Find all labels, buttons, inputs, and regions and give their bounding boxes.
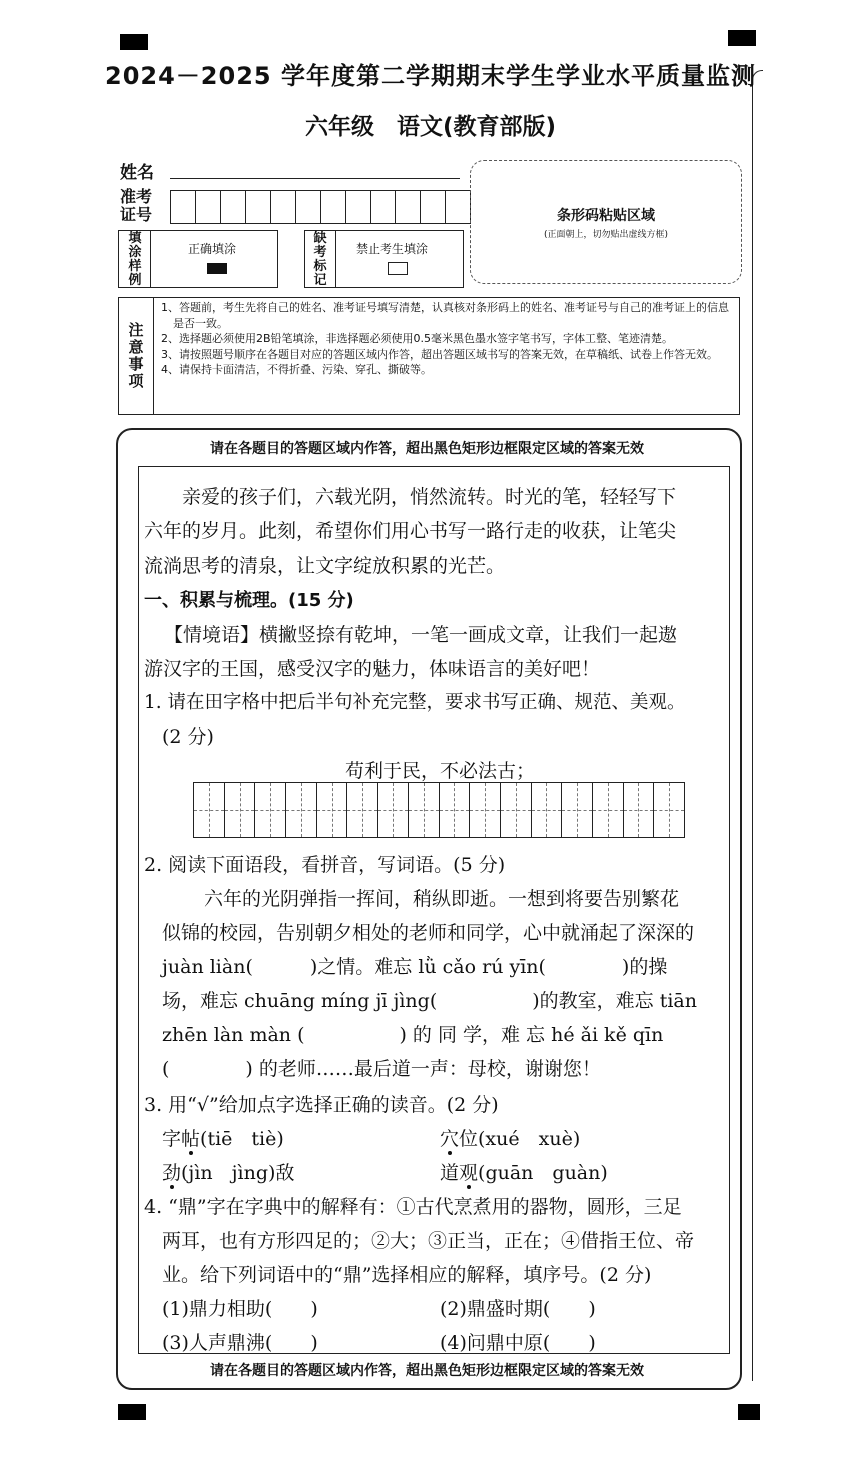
correct-fill-mark	[207, 263, 227, 274]
tianzige-writing-grid[interactable]	[193, 782, 685, 838]
intro-line-1: 亲爱的孩子们，六载光阴，悄然流转。时光的笔，轻轻写下	[182, 486, 677, 508]
q4-option-4: (4)问鼎中原( )	[440, 1332, 596, 1354]
note-item: 4、请保持卡面清洁，不得折叠、污染、穿孔、撕破等。	[161, 363, 432, 376]
q1-prompt: 苟利于民，不必法古；	[345, 760, 536, 782]
context-line-2: 游汉字的王国，感受汉字的魅力，体味语言的美好吧！	[144, 658, 601, 680]
exam-subtitle: 六年级 语文(教育部版)	[304, 114, 557, 140]
name-field[interactable]	[170, 178, 460, 179]
registration-mark-bottom-right	[738, 1404, 760, 1420]
section-1-title: 一、积累与梳理。(15 分)	[144, 590, 354, 611]
q1-line-1: 1. 请在田字格中把后半句补充完整，要求书写正确、规范、美观。	[144, 692, 686, 713]
note-item: 2、选择题必须使用2B铅笔填涂，非选择题必须使用0.5毫米黑色墨水签字笔书写，字体工整、笔迹清楚。	[161, 332, 674, 345]
intro-line-2: 六年的岁月。此刻，希望你们用心书写一路行走的收获，让笔尖	[144, 520, 677, 542]
notes-label: 注意事项	[128, 321, 144, 390]
q2-title: 2. 阅读下面语段，看拼音，写词语。(5 分)	[144, 854, 506, 876]
q3-option-c: 劲(jìn jìng)敌	[162, 1162, 295, 1184]
q4-line-2: 两耳，也有方形四足的；②大；③正当，正在；④借指王位、帝	[162, 1230, 695, 1252]
fill-sample-label: 填涂样例	[128, 231, 142, 288]
exam-title: 2024－2025 学年度第二学期期末学生学业水平质量监测	[105, 62, 756, 90]
context-line-1: 【情境语】横撇竖捺有乾坤，一笔一画成文章，让我们一起遨	[164, 624, 678, 646]
answer-hint-top: 请在各题目的答题区域内作答，超出黑色矩形边框限定区域的答案无效	[210, 441, 644, 457]
registration-mark-top-right	[728, 30, 756, 46]
q3-title: 3. 用“√”给加点字选择正确的读音。(2 分)	[144, 1094, 499, 1116]
q3-option-b: 穴位(xué xuè)	[440, 1128, 581, 1150]
q4-option-3: (3)人声鼎沸( )	[162, 1332, 318, 1354]
note-item: 3、请按照题号顺序在各题目对应的答题区域内作答，超出答题区域书写的答案无效，在草稿纸、试卷上作答无效。	[161, 347, 718, 361]
q3-option-a: 字帖(tiē tiè)	[162, 1128, 284, 1150]
barcode-area	[470, 160, 742, 284]
correct-fill-label: 正确填涂	[188, 242, 237, 256]
q1-line-2: (2 分)	[162, 726, 214, 748]
absent-box	[304, 230, 464, 288]
registration-mark-bottom-left	[118, 1404, 146, 1420]
name-label: 姓名	[120, 163, 154, 183]
q2-line-6: ( ) 的老师……最后道一声：母校，谢谢您！	[162, 1058, 601, 1080]
absent-checkbox[interactable]	[388, 262, 408, 275]
q2-line-2: 似锦的校园，告别朝夕相处的老师和同学，心中就涌起了深深的	[162, 922, 695, 944]
note-item: 1、答题前，考生先将自己的姓名、准考证号填写清楚，认真核对条形码上的姓名、准考证号与自己的准考证上的信息是否一致。	[161, 301, 729, 330]
barcode-note: (正面朝上，切勿贴出虚线方框)	[543, 230, 669, 240]
absent-label: 缺考标记	[313, 231, 327, 288]
barcode-title: 条形码粘贴区域	[557, 208, 655, 224]
page-edge-line	[752, 70, 763, 1381]
q2-line-1: 六年的光阴弹指一挥间，稍纵即逝。一想到将要告别繁花	[204, 888, 680, 910]
q2-line-4: 场，难忘 chuāng míng jī jìng( )的教室，难忘 tiān	[162, 990, 697, 1012]
notes-box	[118, 297, 740, 415]
registration-mark-top-left	[120, 34, 148, 50]
q2-line-5: zhēn làn màn ( ) 的 同 学，难 忘 hé ǎi kě qīn	[162, 1024, 664, 1046]
intro-line-3: 流淌思考的清泉，让文字绽放积累的光芒。	[144, 555, 506, 577]
q4-line-3: 业。给下列词语中的“鼎”选择相应的解释，填序号。(2 分)	[162, 1264, 652, 1286]
q2-line-3: juàn liàn( )之情。难忘 lǜ cǎo rú yīn( )的操	[162, 956, 668, 978]
q4-option-1: (1)鼎力相助( )	[162, 1298, 318, 1320]
q4-option-2: (2)鼎盛时期( )	[440, 1298, 596, 1320]
fill-sample-box	[118, 230, 278, 288]
q4-line-1: 4. “鼎”字在字典中的解释有：①古代烹煮用的器物，圆形，三足	[144, 1196, 682, 1218]
answer-hint-bottom: 请在各题目的答题区域内作答，超出黑色矩形边框限定区域的答案无效	[210, 1363, 644, 1379]
q3-option-d: 道观(guān guàn)	[440, 1162, 608, 1184]
id-label: 准考证号	[120, 187, 153, 224]
absent-note: 禁止考生填涂	[356, 242, 429, 256]
id-number-grid[interactable]	[170, 190, 471, 224]
